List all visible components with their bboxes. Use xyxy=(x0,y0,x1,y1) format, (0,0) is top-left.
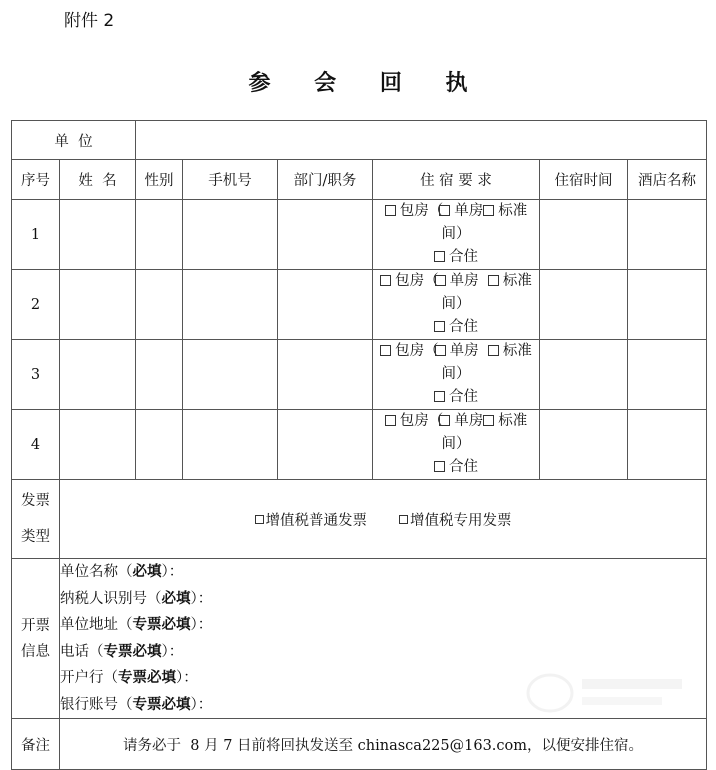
unit-field[interactable] xyxy=(136,121,707,160)
option-room-suffix: 间） xyxy=(441,226,471,242)
col-header-phone: 手机号 xyxy=(183,160,278,200)
dept-cell[interactable] xyxy=(278,410,373,480)
checkbox-icon[interactable] xyxy=(399,515,408,524)
stay-time-cell[interactable] xyxy=(540,410,628,480)
phone-cell[interactable] xyxy=(183,270,278,340)
checkbox-icon[interactable] xyxy=(488,275,499,286)
lodging-cell xyxy=(373,200,540,270)
invoice-type-label xyxy=(12,480,60,559)
option-single-label: 单房 xyxy=(449,273,488,289)
invoice-option-general: 增值税普通发票 xyxy=(265,512,368,529)
col-header-gender: 性别 xyxy=(136,160,183,200)
row-number: 2 xyxy=(12,270,60,340)
checkbox-icon[interactable] xyxy=(488,345,499,356)
option-room-suffix: 间） xyxy=(441,296,471,312)
unit-label: 单 位 xyxy=(12,121,136,160)
option-standard-label: 标准 xyxy=(498,203,528,219)
checkbox-icon[interactable] xyxy=(434,461,445,472)
checkbox-icon[interactable] xyxy=(483,415,494,426)
checkbox-icon[interactable] xyxy=(439,205,450,216)
note-text: 请务必于 8 月 7 日前将回执发送至 chinasca225@163.com，以便安排住宿。 xyxy=(60,719,707,770)
phone-cell[interactable] xyxy=(183,410,278,480)
name-cell[interactable] xyxy=(60,410,136,480)
stay-time-cell[interactable] xyxy=(540,340,628,410)
option-suite-label: 包房（ xyxy=(399,203,444,219)
checkbox-icon[interactable] xyxy=(255,515,264,524)
name-cell[interactable] xyxy=(60,200,136,270)
col-header-no: 序号 xyxy=(12,160,60,200)
option-single-label: 单房 xyxy=(454,413,484,429)
invoice-info-label-line1: 开票 xyxy=(21,617,50,634)
watermark-logo-icon xyxy=(520,665,695,720)
invoice-line-account: 银行账号（专票必填）： xyxy=(60,695,213,713)
option-suite-label: 包房（ xyxy=(395,343,439,359)
invoice-info-label xyxy=(12,559,60,719)
invoice-option-special: 增值税专用发票 xyxy=(410,512,512,529)
row-number: 1 xyxy=(12,200,60,270)
col-header-dept: 部门/职务 xyxy=(278,160,373,200)
name-cell[interactable] xyxy=(60,270,136,340)
invoice-line-address: 单位地址（专票必填）： xyxy=(60,616,213,633)
invoice-type-label-line1: 发票 xyxy=(21,493,50,509)
dept-cell[interactable] xyxy=(278,270,373,340)
invoice-info-label-line2: 信息 xyxy=(21,643,50,660)
checkbox-icon[interactable] xyxy=(434,321,445,332)
option-shared-label: 合住 xyxy=(449,459,478,475)
option-single-label: 单房 xyxy=(454,203,484,219)
note-row xyxy=(12,719,707,770)
checkbox-icon[interactable] xyxy=(435,345,446,356)
option-room-suffix: 间） xyxy=(441,366,471,382)
dept-cell[interactable] xyxy=(278,340,373,410)
name-cell[interactable] xyxy=(60,340,136,410)
checkbox-icon[interactable] xyxy=(434,391,445,402)
col-header-name: 姓 名 xyxy=(60,160,136,200)
option-shared-label: 合住 xyxy=(449,389,478,405)
table-row xyxy=(12,410,707,480)
checkbox-icon[interactable] xyxy=(483,205,494,216)
option-standard-label: 标准 xyxy=(498,413,528,429)
lodging-cell xyxy=(373,340,540,410)
invoice-line-phone: 电话（专票必填）： xyxy=(60,642,184,660)
checkbox-icon[interactable] xyxy=(380,275,391,286)
col-header-lodging: 住 宿 要 求 xyxy=(373,160,540,200)
invoice-line-tax-id: 纳税人识别号（必填）： xyxy=(60,589,213,607)
row-number: 3 xyxy=(12,340,60,410)
stay-time-cell[interactable] xyxy=(540,200,628,270)
table-row xyxy=(12,200,707,270)
invoice-type-label-line2: 类型 xyxy=(21,529,50,545)
phone-cell[interactable] xyxy=(183,340,278,410)
checkbox-icon[interactable] xyxy=(380,345,391,356)
dept-cell[interactable] xyxy=(278,200,373,270)
hotel-cell[interactable] xyxy=(628,200,707,270)
phone-cell[interactable] xyxy=(183,200,278,270)
option-suite-label: 包房（ xyxy=(395,273,439,289)
option-standard-label: 标准 xyxy=(502,273,532,289)
invoice-type-row xyxy=(12,480,707,559)
header-row xyxy=(12,160,707,200)
option-single-label: 单房 xyxy=(449,343,488,359)
invoice-line-unit-name: 单位名称（必填）： xyxy=(60,563,184,580)
stay-time-cell[interactable] xyxy=(540,270,628,340)
hotel-cell[interactable] xyxy=(628,340,707,410)
option-room-suffix: 间） xyxy=(441,436,471,452)
gender-cell[interactable] xyxy=(136,410,183,480)
note-label: 备注 xyxy=(12,719,60,770)
lodging-cell xyxy=(373,270,540,340)
row-number: 4 xyxy=(12,410,60,480)
option-shared-label: 合住 xyxy=(449,249,478,265)
option-suite-label: 包房（ xyxy=(399,413,444,429)
option-standard-label: 标准 xyxy=(502,343,532,359)
gender-cell[interactable] xyxy=(136,270,183,340)
checkbox-icon[interactable] xyxy=(439,415,450,426)
table-row xyxy=(12,340,707,410)
option-shared-label: 合住 xyxy=(449,319,478,335)
invoice-type-options xyxy=(60,480,707,559)
hotel-cell[interactable] xyxy=(628,270,707,340)
checkbox-icon[interactable] xyxy=(385,415,396,426)
hotel-cell[interactable] xyxy=(628,410,707,480)
checkbox-icon[interactable] xyxy=(385,205,396,216)
unit-row xyxy=(12,121,707,160)
checkbox-icon[interactable] xyxy=(434,251,445,262)
checkbox-icon[interactable] xyxy=(435,275,446,286)
page-title: 参 会 回 执 xyxy=(248,71,486,96)
attachment-label: 附件 2 xyxy=(64,11,115,31)
table-row xyxy=(12,270,707,340)
gender-cell[interactable] xyxy=(136,340,183,410)
col-header-stay-time: 住宿时间 xyxy=(540,160,628,200)
col-header-hotel: 酒店名称 xyxy=(628,160,707,200)
lodging-cell xyxy=(373,410,540,480)
invoice-line-bank: 开户行（专票必填）： xyxy=(60,669,198,686)
gender-cell[interactable] xyxy=(136,200,183,270)
